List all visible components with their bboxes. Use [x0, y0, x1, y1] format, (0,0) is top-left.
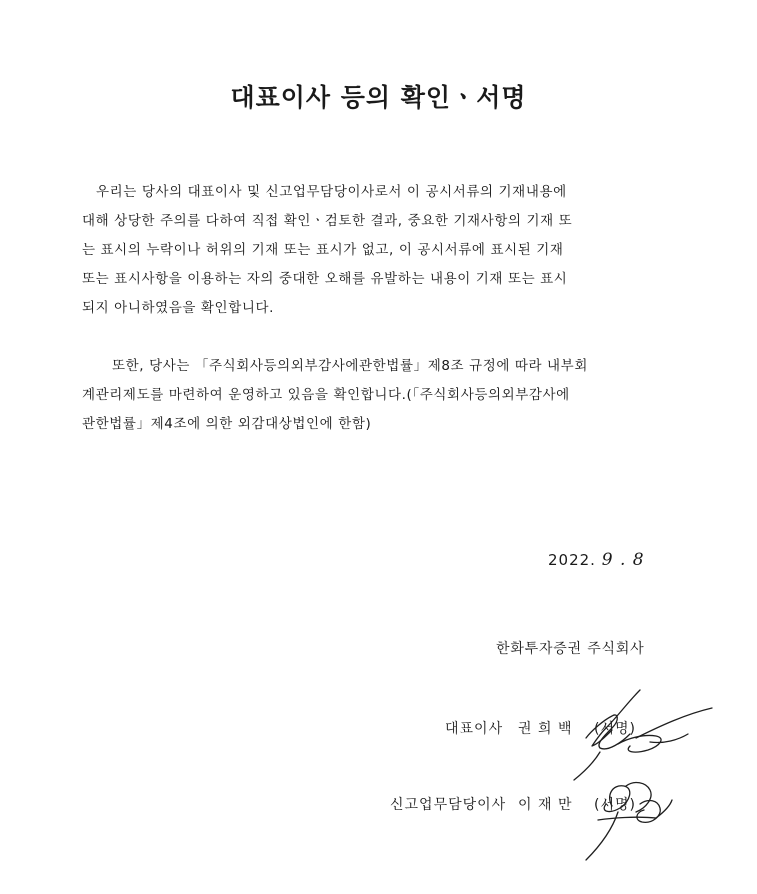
- date-handwritten: 9 . 8: [601, 550, 645, 570]
- paragraph-line: 또는 표시사항을 이용하는 자의 중대한 오해를 유발하는 내용이 기재 또는 표시: [82, 271, 568, 287]
- signer-name: 권 희 백: [518, 721, 573, 737]
- date-typed: 2022.: [548, 551, 596, 569]
- paragraph-line: 관한법률」제4조에 의한 외감대상법인에 한함): [82, 416, 372, 432]
- document-title: 대표이사 등의 확인ㆍ서명: [230, 83, 527, 112]
- paragraph-line: 우리는 당사의 대표이사 및 신고업무담당이사로서 이 공시서류의 기재내용에: [96, 184, 567, 200]
- paragraph-line: 되지 아니하였음을 확인합니다.: [82, 300, 275, 316]
- company-name: 한화투자증권 주식회사: [496, 641, 645, 657]
- signer-role: 대표이사: [445, 721, 504, 737]
- paragraph-line: 는 표시의 누락이나 허위의 기재 또는 표시가 없고, 이 공시서류에 표시된 기재: [82, 242, 564, 258]
- paragraph-line: 또한, 당사는 「주식회사등의외부감사에관한법률」제8조 규정에 따라 내부회: [112, 358, 588, 374]
- internal-control-paragraph: [82, 352, 678, 439]
- signer-name: 이 재 만: [518, 797, 573, 813]
- seal-label: (서명): [594, 797, 636, 813]
- paragraph-line: 대해 상당한 주의를 다하여 직접 확인ㆍ검토한 결과, 중요한 기재사항의 기재 또: [82, 213, 573, 229]
- seal-label: (서명): [594, 721, 636, 737]
- confirmation-paragraph: [82, 178, 678, 323]
- paragraph-line: 계관리제도를 마련하여 운영하고 있음을 확인합니다.(「주식회사등의외부감사에: [82, 387, 570, 403]
- signing-date: [548, 550, 645, 570]
- signer-role: 신고업무담당이사: [390, 797, 507, 813]
